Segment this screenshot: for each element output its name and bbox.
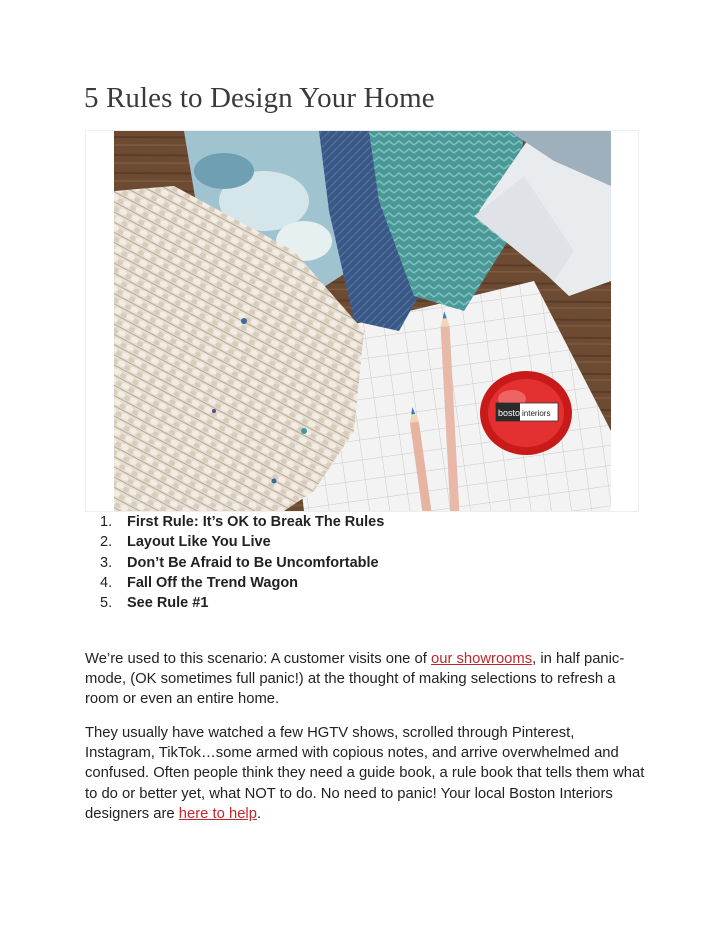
list-item	[100, 512, 384, 532]
rules-list	[100, 512, 384, 613]
article-figure	[85, 130, 639, 512]
logo-text-boston: boston	[498, 408, 526, 418]
intro-paragraph	[85, 649, 645, 710]
design-materials-photo	[114, 131, 611, 511]
paragraph-text: , in half panic-mode, (OK sometimes full panic!) at the thought of making selections to refresh a room or even an entire home.	[85, 651, 625, 708]
list-number: 3.	[100, 554, 113, 571]
list-number: 5.	[100, 595, 113, 612]
paragraph-text: We’re used to this scenario: A customer visits one of	[85, 651, 431, 667]
logo-text-interiors: interiors	[522, 409, 551, 418]
list-item	[100, 593, 384, 613]
list-item	[100, 573, 384, 593]
page-title: 5 Rules to Design Your Home	[84, 82, 435, 114]
list-number: 4.	[100, 574, 113, 591]
list-item	[100, 532, 384, 552]
paragraph-text: .	[256, 805, 262, 822]
list-item	[100, 553, 384, 573]
rule-text: First Rule: It’s OK to Break The Rules	[127, 514, 385, 530]
rule-text: See Rule #1	[127, 595, 209, 612]
paragraph-text: They usually have watched a few HGTV shows, scrolled through Pinterest, Instagram, TikTok…some armed with copious notes, and arrive overwhelmed and confused. Often people think they need a guide book, a rule book that tells them what to do or better yet, what NOT to do. No need to panic! Your local Boston Interiors designers are	[85, 725, 645, 822]
rule-text: Fall Off the Trend Wagon	[127, 574, 299, 591]
rule-text: Layout Like You Live	[127, 534, 271, 551]
list-number: 2.	[100, 534, 113, 551]
list-number: 1.	[100, 514, 113, 530]
showrooms-link[interactable]: our showrooms	[430, 651, 533, 667]
body-paragraph	[85, 723, 645, 824]
here-to-help-link[interactable]: here to help	[178, 805, 257, 822]
rule-text: Don’t Be Afraid to Be Uncomfortable	[127, 554, 379, 571]
